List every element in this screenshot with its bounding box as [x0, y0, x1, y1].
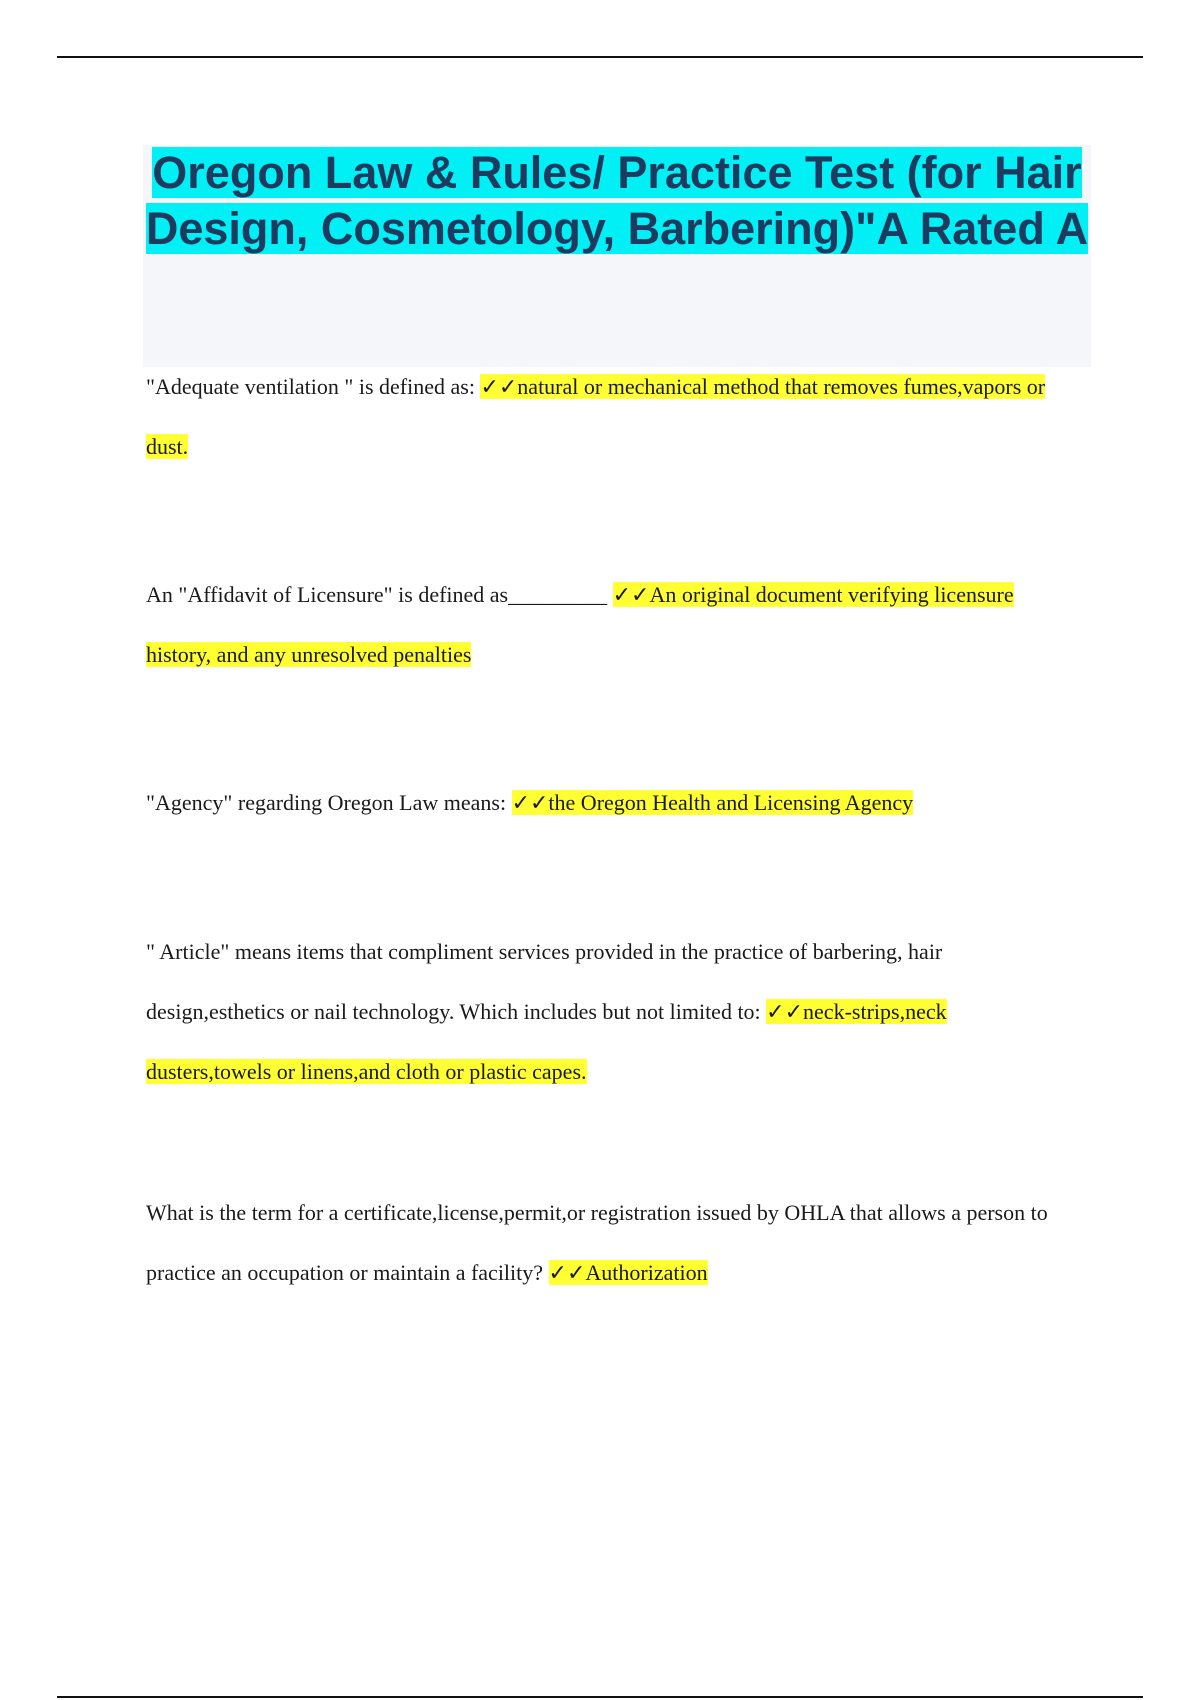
qa-item — [146, 1183, 1066, 1303]
question-text: What is the term for a certificate,license,permit,or registration issued by OHLA that allows a person to practice an occupation or maintain a facility? — [146, 1200, 1048, 1285]
top-rule — [57, 56, 1143, 58]
question-text: "Adequate ventilation " is defined as: — [146, 374, 481, 399]
answer-text: ✓✓natural or mechanical method that removes fumes,vapors or dust. — [146, 374, 1046, 459]
qa-item — [146, 773, 1066, 833]
question-text: "Agency" regarding Oregon Law means: — [146, 790, 512, 815]
qa-item — [146, 357, 1066, 477]
document-title-text: Oregon Law & Rules/ Practice Test (for Hair Design, Cosmetology, Barbering)"A Rated A — [145, 147, 1089, 254]
document-title — [143, 145, 1091, 257]
answer-text: ✓✓neck-strips,neck dusters,towels or linens,and cloth or plastic capes. — [146, 999, 947, 1084]
answer-text: ✓✓Authorization — [548, 1260, 708, 1285]
answer-text: ✓✓An original document verifying licensure history, and any unresolved penalties — [146, 582, 1014, 667]
question-text: " Article" means items that compliment services provided in the practice of barbering, hair design,esthetics or nail technology. Which includes but not limited to: — [146, 939, 943, 1024]
qa-item — [146, 922, 1066, 1102]
question-text: An "Affidavit of Licensure" is defined as_________ — [146, 582, 613, 607]
bottom-rule — [57, 1696, 1143, 1698]
answer-text: ✓✓the Oregon Health and Licensing Agency — [511, 790, 914, 815]
qa-item — [146, 565, 1066, 685]
